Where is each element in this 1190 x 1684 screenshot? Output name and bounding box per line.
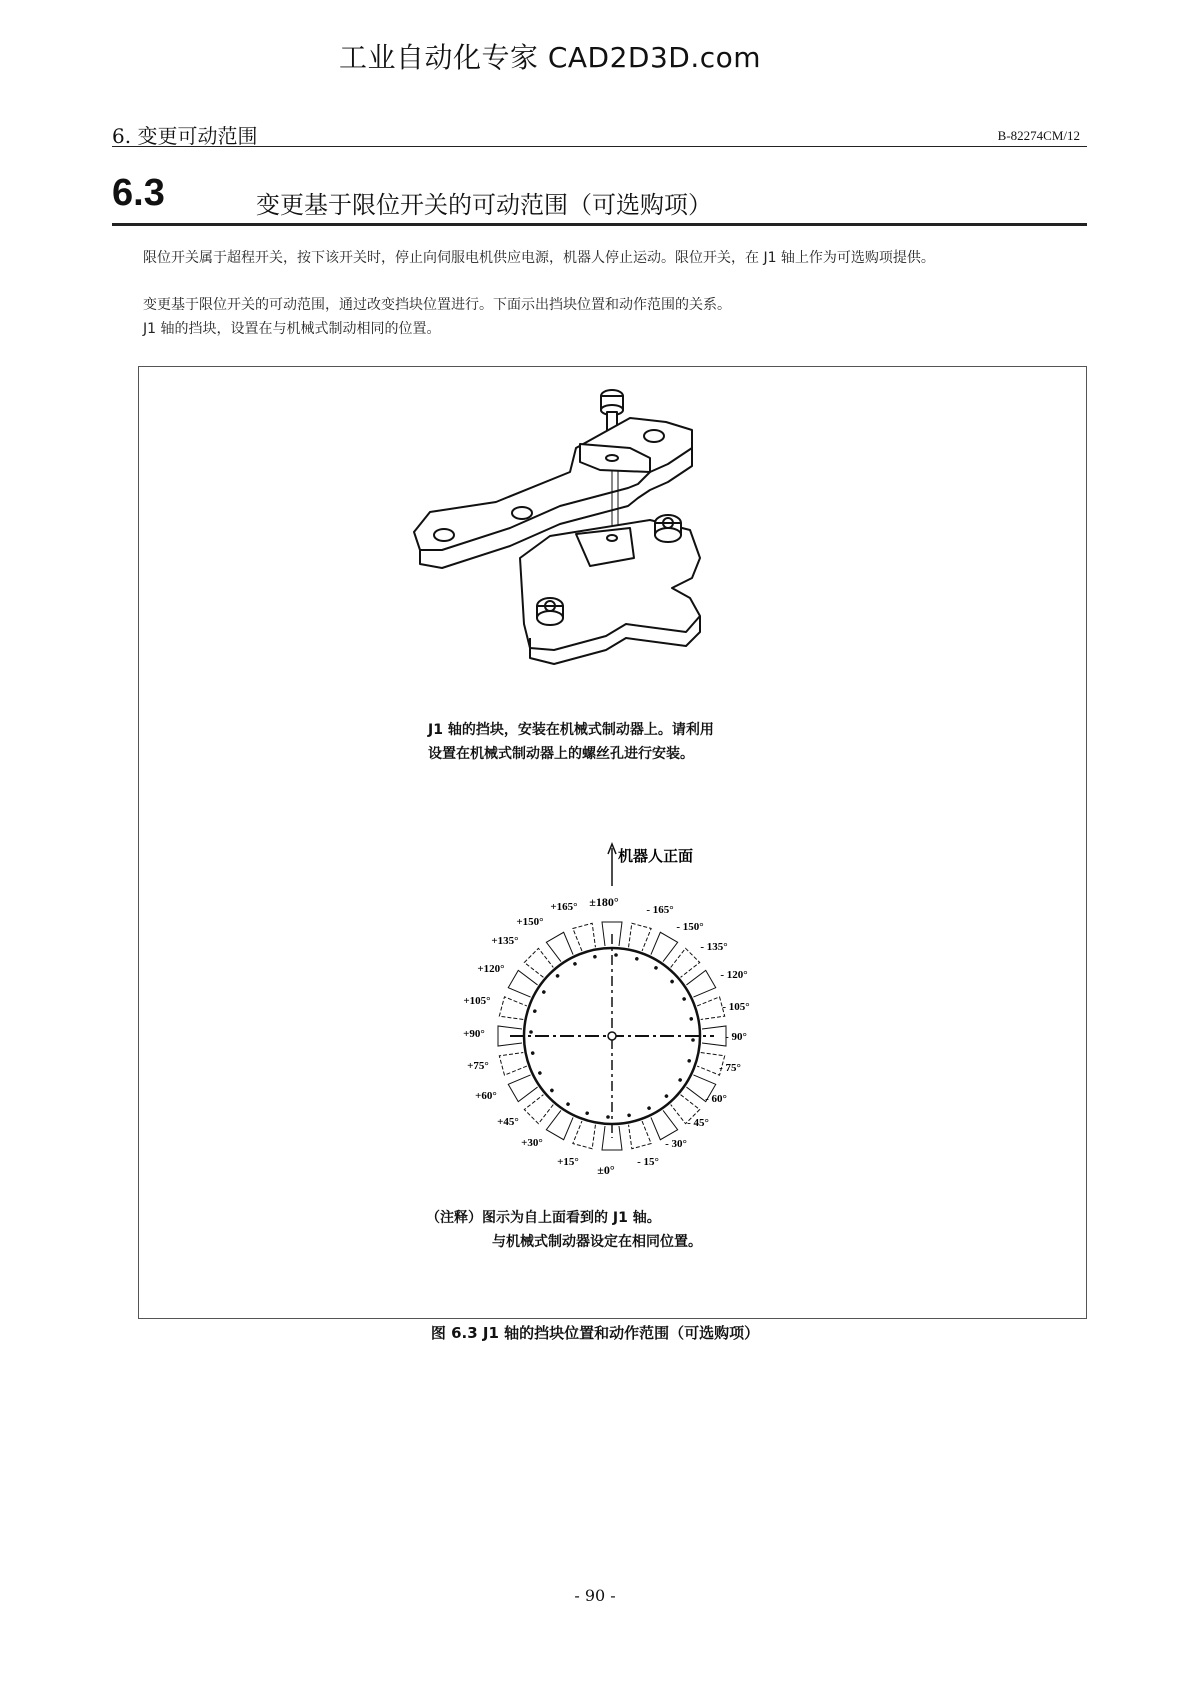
bolt-hole-dot (585, 1111, 589, 1115)
bolt-hole-dot (614, 953, 618, 957)
bolt-hole-dot (682, 997, 687, 1002)
figure-note-line-2: 与机械式制动器设定在相同位置。 (492, 1234, 702, 1250)
bolt-hole-dot (691, 1038, 695, 1042)
stopper-block-outline (643, 932, 678, 972)
bolt-hole-dot (635, 957, 639, 961)
figure-note-line-1: （注释）图示为自上面看到的 J1 轴。 (426, 1210, 661, 1226)
angle-label-plus-135: +135° (491, 935, 519, 947)
install-caption-line-2: 设置在机械式制动器上的螺丝孔进行安装。 (428, 746, 694, 762)
bolt-icon (537, 598, 563, 625)
bolt-hole-dot (647, 1106, 652, 1111)
bolt-hole-dot (541, 990, 546, 995)
bolt-hole-dot (654, 965, 659, 970)
angle-label-bottom: ±0° (597, 1163, 615, 1177)
figure-note (426, 1206, 702, 1254)
angle-label-plus-30: +30° (521, 1137, 543, 1149)
header-section-title: 6. 变更可动范围 (112, 124, 258, 148)
angle-label-minus-120: - 120° (720, 969, 748, 981)
angle-label-plus-45: +45° (497, 1116, 519, 1128)
angle-label-minus-165: - 165° (646, 904, 674, 916)
bolt-hole-dot (566, 1102, 571, 1107)
stopper-block-outline (508, 970, 548, 1005)
paragraph-2: 变更基于限位开关的可动范围，通过改变挡块位置进行。下面示出挡块位置和动作范围的关系。 (143, 297, 731, 313)
angle-label-minus-135: - 135° (700, 941, 728, 953)
stopper-block-outline (508, 1067, 548, 1102)
angle-label-plus-75: +75° (467, 1060, 489, 1072)
install-caption (428, 718, 714, 766)
header-doc-code: B-82274CM/12 (997, 128, 1080, 143)
angle-label-plus-150: +150° (516, 916, 544, 928)
angle-label-minus-105: - 105° (722, 1001, 750, 1013)
bolt-hole-dot (687, 1059, 691, 1063)
angle-label-plus-165: +165° (550, 901, 578, 913)
bolt-hole-dot (537, 1071, 542, 1076)
paragraph-1: 限位开关属于超程开关，按下该开关时，停止向伺服电机供应电源，机器人停止运动。限位开关，在 J1 轴上作为可选购项提供。 (143, 250, 935, 266)
angle-label-plus-105: +105° (463, 995, 491, 1007)
bolt-hole-dot (555, 973, 560, 978)
install-caption-line-1: J1 轴的挡块，安装在机械式制动器上。请利用 (428, 722, 714, 738)
bolt-hole-dot (549, 1088, 554, 1093)
stopper-illustration (400, 388, 720, 688)
bolt-icon (655, 515, 681, 542)
stopper-block-outline (643, 1100, 678, 1140)
bolt-hole-dot (678, 1078, 683, 1083)
bolt-hole-dot (533, 1009, 537, 1013)
header-rule (112, 146, 1087, 147)
angle-label-plus-120: +120° (477, 963, 505, 975)
angle-label-minus-30: - 30° (665, 1138, 687, 1150)
page-number: - 90 - (574, 1586, 616, 1605)
front-arrow-icon (608, 844, 616, 886)
angle-label-plus-90: +90° (463, 1028, 485, 1040)
bolt-hole-dot (627, 1113, 631, 1117)
stopper-block-outline (546, 1100, 581, 1140)
center-hub (608, 1032, 616, 1040)
angle-label-plus-60: +60° (475, 1090, 497, 1102)
bolt-hole-dot (531, 1051, 535, 1055)
angle-label-minus-60: - 60° (705, 1093, 727, 1105)
section-title: 变更基于限位开关的可动范围（可选购项） (256, 191, 712, 219)
angle-label-minus-15: - 15° (637, 1156, 659, 1168)
bolt-hole-dot (670, 979, 675, 984)
section-number: 6.3 (112, 172, 165, 214)
watermark: 工业自动化专家 CAD2D3D.com (338, 41, 762, 74)
angle-label-minus-90: - 90° (725, 1031, 747, 1043)
angle-label-minus-150: - 150° (676, 921, 704, 933)
angle-label-plus-15: +15° (557, 1156, 579, 1168)
paragraph-3: J1 轴的挡块，设置在与机械式制动相同的位置。 (143, 321, 441, 337)
angle-label-minus-75: - 75° (719, 1062, 741, 1074)
angle-label-top: ±180° (589, 895, 619, 909)
bolt-hole-dot (606, 1115, 610, 1119)
bolt-hole-dot (573, 961, 578, 966)
angle-label-minus-45: - 45° (687, 1117, 709, 1129)
stopper-block-outline (546, 932, 581, 972)
stopper-block-outline (676, 970, 716, 1005)
bolt-hole-dot (593, 955, 597, 959)
robot-front-label: 机器人正面 (618, 849, 694, 865)
figure-caption: 图 6.3 J1 轴的挡块位置和动作范围（可选购项） (430, 1324, 760, 1342)
bolt-hole-dot (689, 1017, 693, 1021)
section-rule (112, 223, 1087, 226)
bolt-hole-dot (529, 1030, 533, 1034)
stopper-position-dial (440, 840, 760, 1180)
bolt-hole-dot (664, 1094, 669, 1099)
